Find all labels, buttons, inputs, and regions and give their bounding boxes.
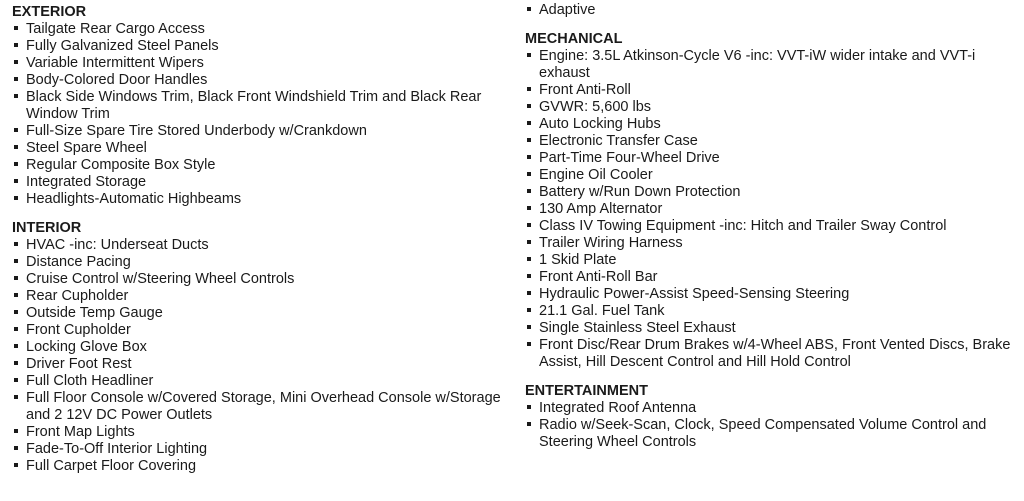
feature-item bbox=[12, 305, 512, 322]
feature-item bbox=[525, 303, 1015, 320]
feature-text: Regular Composite Box Style bbox=[26, 157, 216, 173]
bullet-icon bbox=[14, 344, 18, 348]
exterior-list bbox=[12, 21, 512, 208]
feature-item bbox=[525, 269, 1015, 286]
feature-item bbox=[12, 89, 512, 123]
feature-text: Adaptive bbox=[539, 2, 596, 18]
bullet-icon bbox=[527, 308, 531, 312]
feature-text: HVAC -inc: Underseat Ducts bbox=[26, 237, 209, 253]
bullet-icon bbox=[527, 422, 531, 426]
mechanical-section bbox=[525, 31, 1015, 371]
feature-text: 130 Amp Alternator bbox=[539, 201, 663, 217]
feature-item bbox=[525, 82, 1015, 99]
feature-item bbox=[12, 322, 512, 339]
feature-item bbox=[525, 337, 1015, 371]
bullet-icon bbox=[14, 145, 18, 149]
bullet-icon bbox=[14, 293, 18, 297]
left-column bbox=[12, 4, 512, 475]
feature-item bbox=[12, 254, 512, 271]
bullet-icon bbox=[14, 276, 18, 280]
feature-item bbox=[12, 55, 512, 72]
feature-item bbox=[525, 286, 1015, 303]
bullet-icon bbox=[527, 325, 531, 329]
feature-item bbox=[12, 288, 512, 305]
bullet-icon bbox=[14, 128, 18, 132]
feature-item bbox=[12, 390, 512, 424]
feature-item bbox=[12, 441, 512, 458]
entertainment-list bbox=[525, 400, 1015, 451]
feature-item bbox=[12, 21, 512, 38]
feature-item bbox=[12, 339, 512, 356]
feature-text: Full Cloth Headliner bbox=[26, 373, 154, 389]
feature-item bbox=[525, 320, 1015, 337]
bullet-icon bbox=[14, 179, 18, 183]
feature-text: Rear Cupholder bbox=[26, 288, 129, 304]
bullet-icon bbox=[14, 196, 18, 200]
feature-item bbox=[525, 150, 1015, 167]
feature-text: Full Floor Console w/Covered Storage, Mini Overhead Console w/Storage and 2 12V DC Power Outlets bbox=[26, 390, 501, 423]
bullet-icon bbox=[14, 77, 18, 81]
bullet-icon bbox=[527, 405, 531, 409]
feature-item bbox=[525, 48, 1015, 82]
feature-item bbox=[525, 417, 1015, 451]
feature-text: Front Disc/Rear Drum Brakes w/4-Wheel ABS, Front Vented Discs, Brake Assist, Hill Descent Control and Hill Hold Control bbox=[539, 337, 1011, 370]
feature-item bbox=[525, 400, 1015, 417]
bullet-icon bbox=[527, 223, 531, 227]
exterior-section bbox=[12, 4, 512, 208]
feature-item bbox=[525, 167, 1015, 184]
feature-item bbox=[12, 424, 512, 441]
feature-text: Driver Foot Rest bbox=[26, 356, 132, 372]
mechanical-list bbox=[525, 48, 1015, 371]
feature-item bbox=[525, 99, 1015, 116]
feature-text: Locking Glove Box bbox=[26, 339, 147, 355]
bullet-icon bbox=[14, 259, 18, 263]
feature-item bbox=[525, 116, 1015, 133]
feature-text: Engine Oil Cooler bbox=[539, 167, 653, 183]
bullet-icon bbox=[527, 240, 531, 244]
bullet-icon bbox=[14, 43, 18, 47]
feature-text: Electronic Transfer Case bbox=[539, 133, 698, 149]
feature-item bbox=[12, 140, 512, 157]
bullet-icon bbox=[14, 60, 18, 64]
bullet-icon bbox=[527, 257, 531, 261]
feature-text: Outside Temp Gauge bbox=[26, 305, 163, 321]
feature-item bbox=[12, 174, 512, 191]
feature-item bbox=[12, 72, 512, 89]
feature-text: Cruise Control w/Steering Wheel Controls bbox=[26, 271, 295, 287]
bullet-icon bbox=[527, 172, 531, 176]
section-title-interior: INTERIOR bbox=[12, 220, 82, 236]
bullet-icon bbox=[527, 189, 531, 193]
bullet-icon bbox=[527, 291, 531, 295]
feature-text: Integrated Roof Antenna bbox=[539, 400, 697, 416]
bullet-icon bbox=[14, 378, 18, 382]
feature-text: Integrated Storage bbox=[26, 174, 147, 190]
feature-item bbox=[12, 356, 512, 373]
feature-text: Front Map Lights bbox=[26, 424, 135, 440]
feature-text: Front Anti-Roll Bar bbox=[539, 269, 658, 285]
feature-text: Distance Pacing bbox=[26, 254, 131, 270]
section-title-exterior: EXTERIOR bbox=[12, 4, 87, 20]
bullet-icon bbox=[14, 26, 18, 30]
feature-text: Fade-To-Off Interior Lighting bbox=[26, 441, 208, 457]
feature-text: Full-Size Spare Tire Stored Underbody w/Crankdown bbox=[26, 123, 367, 139]
feature-text: Front Anti-Roll bbox=[539, 82, 631, 98]
feature-text: Engine: 3.5L Atkinson-Cycle V6 -inc: VVT-iW wider intake and VVT-i exhaust bbox=[539, 48, 976, 81]
feature-text: Variable Intermittent Wipers bbox=[26, 55, 204, 71]
feature-item bbox=[525, 252, 1015, 269]
section-title-mechanical: MECHANICAL bbox=[525, 31, 623, 47]
feature-text: Auto Locking Hubs bbox=[539, 116, 661, 132]
feature-item bbox=[525, 133, 1015, 150]
bullet-icon bbox=[14, 361, 18, 365]
feature-text: 21.1 Gal. Fuel Tank bbox=[539, 303, 665, 319]
feature-text: Part-Time Four-Wheel Drive bbox=[539, 150, 720, 166]
feature-text: Hydraulic Power-Assist Speed-Sensing Steering bbox=[539, 286, 850, 302]
feature-item bbox=[12, 123, 512, 140]
feature-text: Trailer Wiring Harness bbox=[539, 235, 683, 251]
interior-list bbox=[12, 237, 512, 475]
bullet-icon bbox=[14, 429, 18, 433]
feature-item bbox=[12, 157, 512, 174]
feature-text: Headlights-Automatic Highbeams bbox=[26, 191, 242, 207]
feature-text: Battery w/Run Down Protection bbox=[539, 184, 741, 200]
feature-item bbox=[12, 191, 512, 208]
feature-text: Fully Galvanized Steel Panels bbox=[26, 38, 219, 54]
bullet-icon bbox=[14, 162, 18, 166]
bullet-icon bbox=[14, 94, 18, 98]
feature-item bbox=[525, 218, 1015, 235]
bullet-icon bbox=[14, 310, 18, 314]
interior-section bbox=[12, 220, 512, 475]
feature-item bbox=[12, 373, 512, 390]
feature-item bbox=[525, 2, 1015, 19]
feature-text: Front Cupholder bbox=[26, 322, 131, 338]
bullet-icon bbox=[527, 138, 531, 142]
bullet-icon bbox=[527, 206, 531, 210]
bullet-icon bbox=[527, 104, 531, 108]
bullet-icon bbox=[14, 463, 18, 467]
feature-item bbox=[525, 201, 1015, 218]
bullet-icon bbox=[527, 155, 531, 159]
feature-item bbox=[12, 271, 512, 288]
feature-text: Class IV Towing Equipment -inc: Hitch and Trailer Sway Control bbox=[539, 218, 947, 234]
feature-text: Full Carpet Floor Covering bbox=[26, 458, 197, 474]
bullet-icon bbox=[14, 446, 18, 450]
feature-item bbox=[12, 458, 512, 475]
bullet-icon bbox=[527, 7, 531, 11]
bullet-icon bbox=[14, 242, 18, 246]
feature-text: Single Stainless Steel Exhaust bbox=[539, 320, 736, 336]
feature-text: Steel Spare Wheel bbox=[26, 140, 147, 156]
feature-text: Radio w/Seek-Scan, Clock, Speed Compensated Volume Control and Steering Wheel Controls bbox=[539, 417, 987, 450]
feature-item bbox=[525, 235, 1015, 252]
bullet-icon bbox=[14, 395, 18, 399]
bullet-icon bbox=[527, 342, 531, 346]
continued-list bbox=[525, 2, 1015, 19]
section-title-entertainment: ENTERTAINMENT bbox=[525, 383, 648, 399]
entertainment-section bbox=[525, 383, 1015, 451]
right-column bbox=[525, 2, 1015, 451]
bullet-icon bbox=[527, 121, 531, 125]
feature-item bbox=[525, 184, 1015, 201]
feature-text: 1 Skid Plate bbox=[539, 252, 617, 268]
feature-text: GVWR: 5,600 lbs bbox=[539, 99, 652, 115]
feature-item bbox=[12, 237, 512, 254]
feature-text: Body-Colored Door Handles bbox=[26, 72, 208, 88]
feature-item bbox=[12, 38, 512, 55]
bullet-icon bbox=[527, 87, 531, 91]
bullet-icon bbox=[527, 53, 531, 57]
bullet-icon bbox=[527, 274, 531, 278]
feature-text: Tailgate Rear Cargo Access bbox=[26, 21, 205, 37]
feature-text: Black Side Windows Trim, Black Front Windshield Trim and Black Rear Window Trim bbox=[26, 89, 482, 122]
bullet-icon bbox=[14, 327, 18, 331]
